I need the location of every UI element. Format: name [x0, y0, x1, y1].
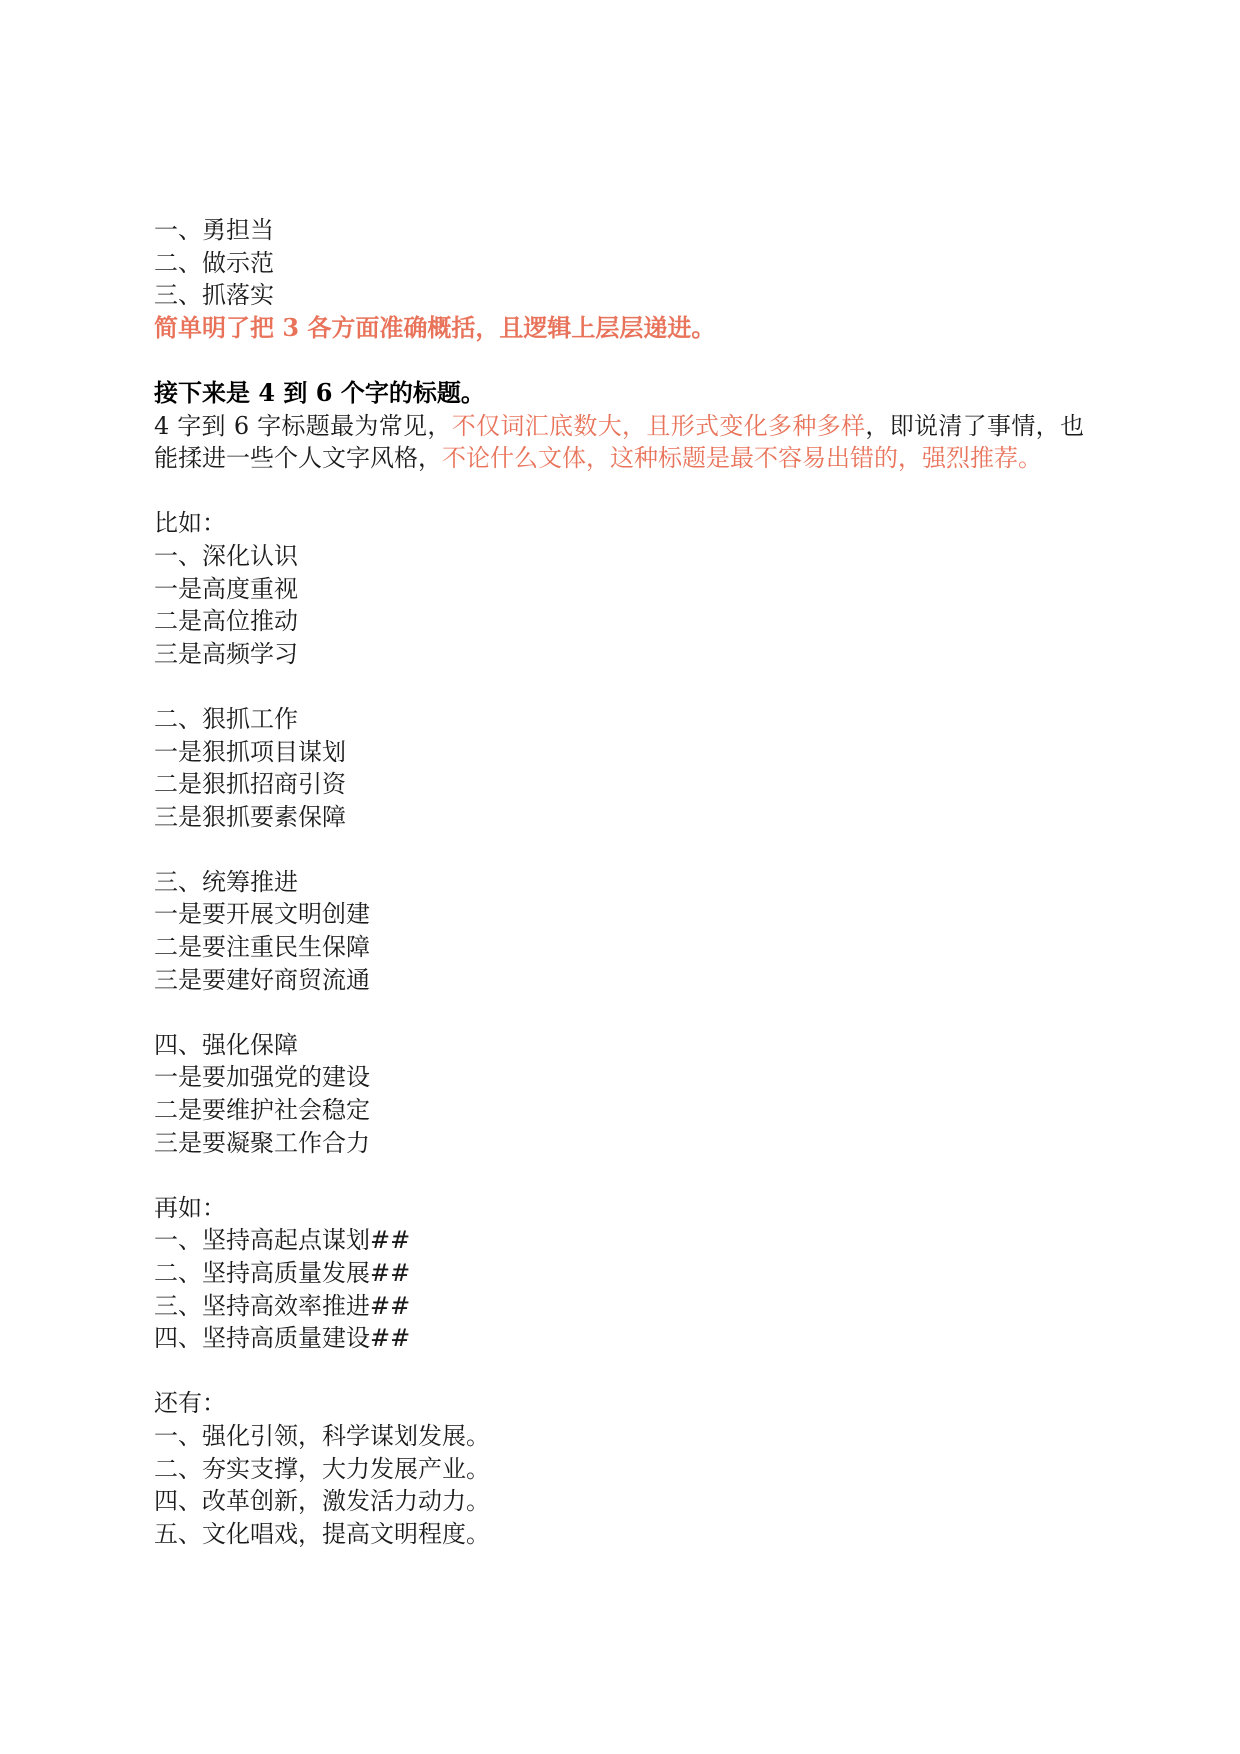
- example-item: 三、坚持高效率推进##: [154, 1291, 411, 1320]
- group-item: 一是要加强党的建设: [154, 1063, 370, 1092]
- example-item: 一、坚持高起点谋划##: [154, 1226, 411, 1255]
- group-item: 三是要建好商贸流通: [154, 965, 370, 994]
- paragraph-highlight: 不论什么文体，这种标题是最不容易出错的，强烈推荐。: [442, 444, 1042, 473]
- spacer: [154, 1355, 1084, 1388]
- group-heading: 四、强化保障: [154, 1030, 298, 1059]
- document-page: [154, 214, 1084, 1550]
- example-intro: 再如：: [154, 1193, 226, 1222]
- group-item: 二是高位推动: [154, 607, 298, 636]
- paragraph-text: ，即说清了事情，也能揉进一些个人文字风格，: [154, 411, 1085, 473]
- paragraph-text: 4 字到 6 字标题最为常见，: [154, 411, 452, 440]
- group-item: 一是要开展文明创建: [154, 900, 370, 929]
- group-item: 二是狠抓招商引资: [154, 770, 346, 799]
- intro-list-item: 三、抓落实: [154, 281, 274, 310]
- spacer: [154, 996, 1084, 1029]
- group-item: 一是狠抓项目谋划: [154, 737, 346, 766]
- group-item: 三是要凝聚工作合力: [154, 1128, 370, 1157]
- example-intro: 还有：: [154, 1389, 226, 1418]
- example-intro: 比如：: [154, 509, 226, 538]
- group-heading: 二、狠抓工作: [154, 704, 298, 733]
- group-item: 三是高频学习: [154, 639, 298, 668]
- intro-list-item: 一、勇担当: [154, 216, 274, 244]
- section-heading: 接下来是 4 到 6 个字的标题。: [154, 377, 485, 407]
- spacer: [154, 1159, 1084, 1192]
- example-item: 二、夯实支撑，大力发展产业。: [154, 1454, 490, 1483]
- group-item: 一是高度重视: [154, 574, 298, 603]
- group-item: 二是要注重民生保障: [154, 933, 370, 962]
- example-item: 四、改革创新，激发活力动力。: [154, 1487, 490, 1516]
- spacer: [154, 670, 1084, 703]
- paragraph-highlight: 不仅词汇底数大，且形式变化多种多样: [451, 411, 866, 440]
- intro-list-item: 二、做示范: [154, 248, 274, 277]
- intro-summary: 简单明了把 3 各方面准确概括，且逻辑上层层递进。: [154, 312, 716, 342]
- group-heading: 三、统筹推进: [154, 867, 298, 896]
- spacer: [154, 475, 1084, 508]
- body-paragraph: [154, 410, 1084, 475]
- group-item: 二是要维护社会稳定: [154, 1096, 370, 1125]
- example-item: 二、坚持高质量发展##: [154, 1259, 411, 1287]
- spacer: [154, 833, 1084, 866]
- group-item: 三是狠抓要素保障: [154, 802, 346, 831]
- group-heading: 一、深化认识: [154, 541, 298, 570]
- example-item: 一、强化引领，科学谋划发展。: [154, 1421, 490, 1450]
- example-item: 五、文化唱戏，提高文明程度。: [154, 1519, 490, 1548]
- spacer: [154, 344, 1084, 377]
- example-item: 四、坚持高质量建设##: [154, 1324, 411, 1353]
